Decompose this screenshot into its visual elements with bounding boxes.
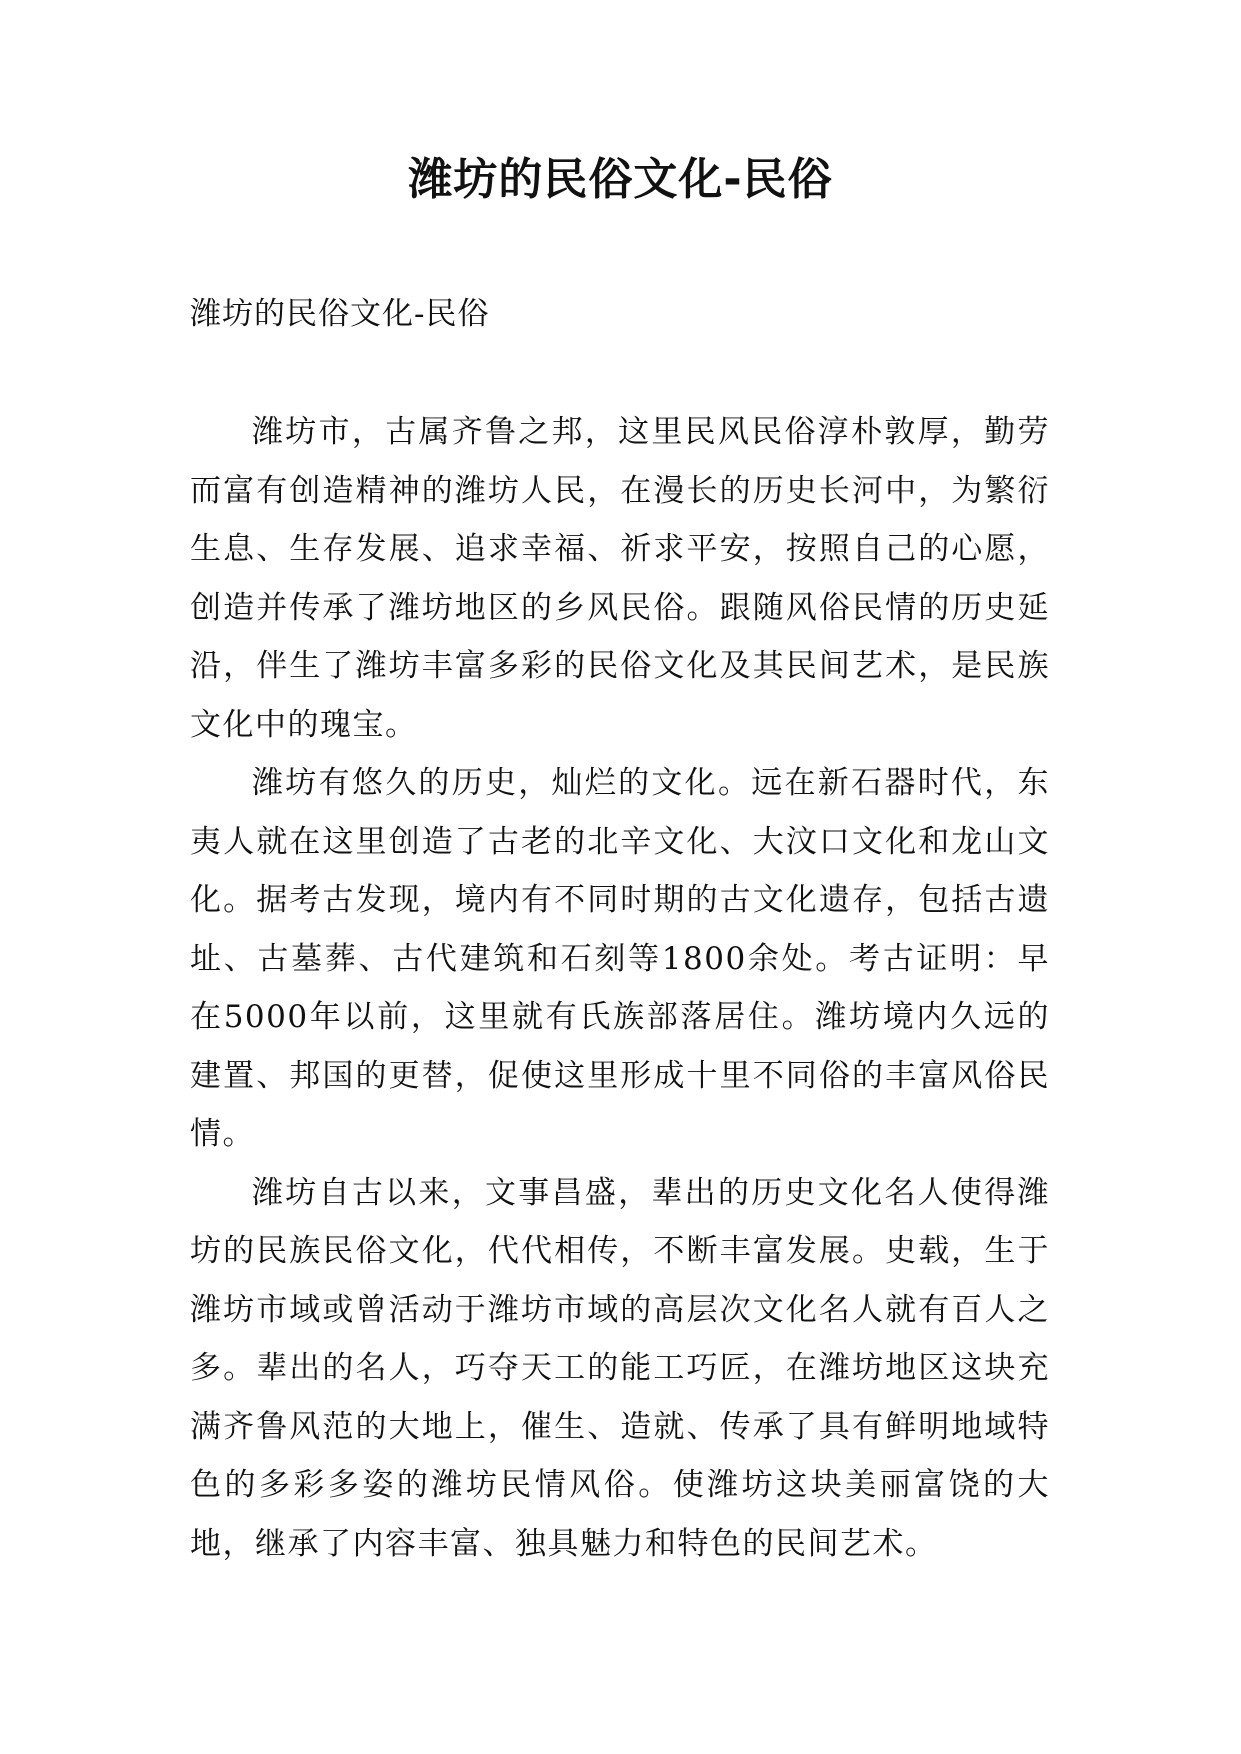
paragraph-2: 潍坊有悠久的历史，灿烂的文化。远在新石器时代，东夷人就在这里创造了古老的北辛文化、大汶口文化和龙山文化。据考古发现，境内有不同时期的古文化遗存，包括古遗址、古墓葬、古代建筑和石刻等1800余处。考古证明：早在5000年以前，这里就有氏族部落居住。潍坊境内久远的建置、邦国的更替，促使这里形成十里不同俗的丰富风俗民情。	[190, 765, 1050, 1152]
document-body	[190, 403, 1050, 1573]
document-title: 潍坊的民俗文化-民俗	[408, 154, 833, 205]
document-subtitle: 潍坊的民俗文化-民俗	[190, 296, 490, 332]
paragraph-1: 潍坊市，古属齐鲁之邦，这里民风民俗淳朴敦厚，勤劳而富有创造精神的潍坊人民，在漫长的历史长河中，为繁衍生息、生存发展、追求幸福、祈求平安，按照自己的心愿，创造并传承了潍坊地区的乡风民俗。跟随风俗民情的历史延沿，伴生了潍坊丰富多彩的民俗文化及其民间艺术，是民族文化中的瑰宝。	[190, 414, 1050, 743]
paragraph-3: 潍坊自古以来，文事昌盛，辈出的历史文化名人使得潍坊的民族民俗文化，代代相传，不断丰富发展。史载，生于潍坊市域或曾活动于潍坊市域的高层次文化名人就有百人之多。辈出的名人，巧夺天工的能工巧匠，在潍坊地区这块充满齐鲁风范的大地上，催生、造就、传承了具有鲜明地域特色的多彩多姿的潍坊民情风俗。使潍坊这块美丽富饶的大地，继承了内容丰富、独具魅力和特色的民间艺术。	[190, 1174, 1050, 1562]
